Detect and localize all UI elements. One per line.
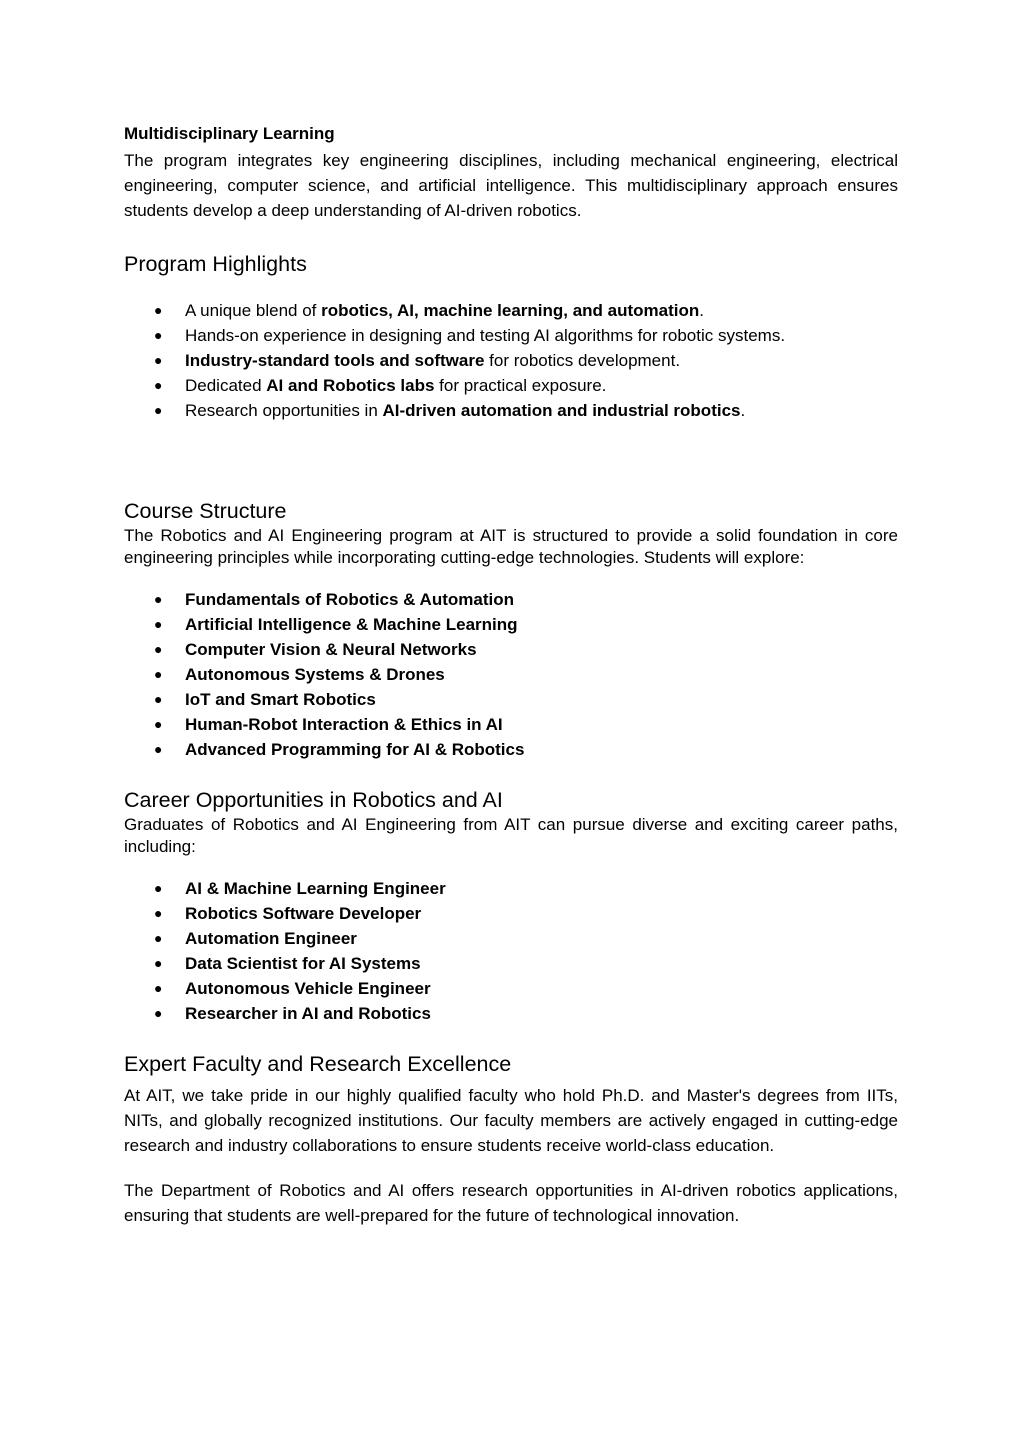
list-item: ● Artificial Intelligence & Machine Learning	[124, 612, 898, 637]
list-item: ● Computer Vision & Neural Networks	[124, 637, 898, 662]
bullet-icon: ●	[154, 666, 163, 682]
list-item: ● Advanced Programming for AI & Robotics	[124, 737, 898, 762]
multidisciplinary-title: Multidisciplinary Learning	[124, 124, 335, 143]
bullet-icon: ●	[154, 302, 163, 318]
faculty-body-2: The Department of Robotics and AI offers research opportunities in AI-driven robotics applications, ensuring that students are well-prepared for the future of technological innovation.	[124, 1181, 898, 1225]
career-body: Graduates of Robotics and AI Engineering from AIT can pursue diverse and exciting career paths, including:	[124, 815, 898, 856]
bullet-icon: ●	[154, 741, 163, 757]
bullet-icon: ●	[154, 402, 163, 418]
course-heading: Course Structure	[124, 499, 287, 523]
list-item: ● Autonomous Systems & Drones	[124, 662, 898, 687]
list-item: ● Data Scientist for AI Systems	[124, 951, 898, 976]
bullet-icon: ●	[154, 1005, 163, 1021]
list-item: ● Autonomous Vehicle Engineer	[124, 976, 898, 1001]
list-item: ● Hands-on experience in designing and testing AI algorithms for robotic systems.	[124, 323, 898, 348]
faculty-body-1: At AIT, we take pride in our highly qualified faculty who hold Ph.D. and Master's degrees from IITs, NITs, and globally recognized institutions. Our faculty members are actively engaged in cutting-edge research and industry collaborations to ensure students receive world-class education.	[124, 1086, 898, 1155]
bullet-icon: ●	[154, 352, 163, 368]
bullet-icon: ●	[154, 641, 163, 657]
list-item: ● AI & Machine Learning Engineer	[124, 876, 898, 901]
career-list	[124, 876, 898, 1026]
bullet-icon: ●	[154, 880, 163, 896]
list-item: ● Industry-standard tools and software for robotics development.	[124, 348, 898, 373]
bullet-icon: ●	[154, 377, 163, 393]
highlights-heading: Program Highlights	[124, 252, 307, 276]
course-list	[124, 587, 898, 762]
bullet-icon: ●	[154, 716, 163, 732]
list-item: ● Robotics Software Developer	[124, 901, 898, 926]
faculty-heading: Expert Faculty and Research Excellence	[124, 1052, 512, 1076]
list-item: ● Automation Engineer	[124, 926, 898, 951]
list-item: ● Dedicated AI and Robotics labs for practical exposure.	[124, 373, 898, 398]
multidisciplinary-body: The program integrates key engineering disciplines, including mechanical engineering, electrical engineering, computer science, and artificial intelligence. This multidisciplinary approach ensures students develop a deep understanding of AI-driven robotics.	[124, 151, 898, 220]
list-item: ● Researcher in AI and Robotics	[124, 1001, 898, 1026]
career-heading: Career Opportunities in Robotics and AI	[124, 788, 503, 812]
bullet-icon: ●	[154, 905, 163, 921]
highlights-list	[124, 298, 898, 423]
bullet-icon: ●	[154, 930, 163, 946]
bullet-icon: ●	[154, 955, 163, 971]
list-item: ● Research opportunities in AI-driven automation and industrial robotics.	[124, 398, 898, 423]
bullet-icon: ●	[154, 980, 163, 996]
bullet-icon: ●	[154, 327, 163, 343]
course-body: The Robotics and AI Engineering program at AIT is structured to provide a solid foundation in core engineering principles while incorporating cutting-edge technologies. Students will explore:	[124, 526, 898, 567]
list-item: ● Fundamentals of Robotics & Automation	[124, 587, 898, 612]
document-page	[124, 123, 898, 1228]
bullet-icon: ●	[154, 691, 163, 707]
list-item: ● Human-Robot Interaction & Ethics in AI	[124, 712, 898, 737]
list-item: ● IoT and Smart Robotics	[124, 687, 898, 712]
bullet-icon: ●	[154, 616, 163, 632]
bullet-icon: ●	[154, 591, 163, 607]
list-item: ● A unique blend of robotics, AI, machine learning, and automation.	[124, 298, 898, 323]
